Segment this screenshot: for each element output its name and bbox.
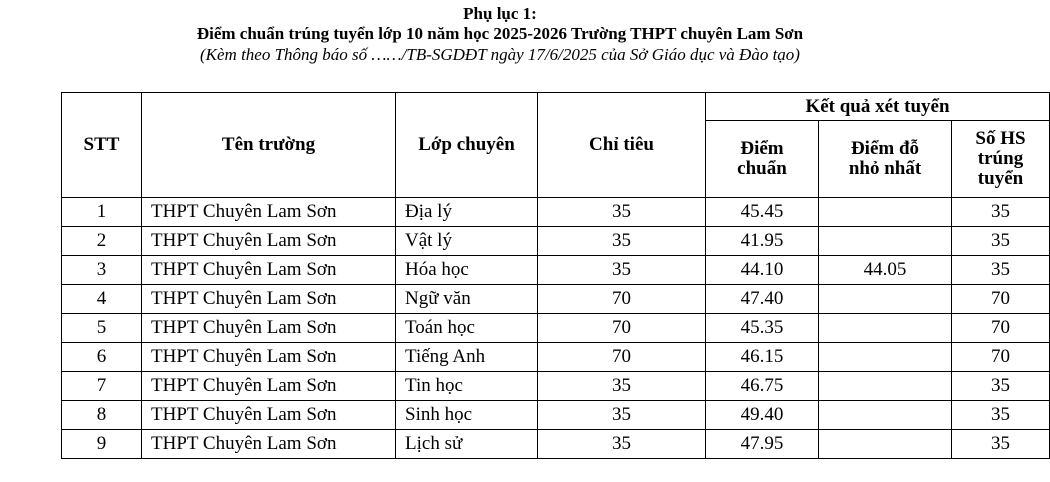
- cell-school: THPT Chuyên Lam Sơn: [142, 256, 396, 285]
- cell-school: THPT Chuyên Lam Sơn: [142, 285, 396, 314]
- cell-cutoff: 47.95: [706, 430, 819, 459]
- cell-school: THPT Chuyên Lam Sơn: [142, 227, 396, 256]
- cell-cutoff: 45.35: [706, 314, 819, 343]
- cell-cutoff: 47.40: [706, 285, 819, 314]
- cell-school: THPT Chuyên Lam Sơn: [142, 314, 396, 343]
- cell-admitted: 70: [952, 343, 1050, 372]
- cell-school: THPT Chuyên Lam Sơn: [142, 343, 396, 372]
- cell-min-score: [819, 430, 952, 459]
- header-stt: STT: [62, 93, 142, 198]
- cell-class: Lịch sử: [396, 430, 538, 459]
- cell-school: THPT Chuyên Lam Sơn: [142, 430, 396, 459]
- cell-admitted: 35: [952, 401, 1050, 430]
- cell-admitted: 35: [952, 430, 1050, 459]
- cell-stt: 5: [62, 314, 142, 343]
- cell-stt: 3: [62, 256, 142, 285]
- cell-quota: 70: [538, 285, 706, 314]
- cell-class: Tin học: [396, 372, 538, 401]
- cell-admitted: 35: [952, 256, 1050, 285]
- cell-quota: 35: [538, 256, 706, 285]
- table-row: [62, 227, 1050, 256]
- cell-class: Vật lý: [396, 227, 538, 256]
- cell-school: THPT Chuyên Lam Sơn: [142, 401, 396, 430]
- cell-min-score: 44.05: [819, 256, 952, 285]
- cell-min-score: [819, 401, 952, 430]
- cell-quota: 70: [538, 343, 706, 372]
- header-min-line-2: nhỏ nhất: [848, 158, 922, 179]
- document-subtitle: (Kèm theo Thông báo số ……/TB-SGDĐT ngày 17/6/2025 của Sở Giáo dục và Đào tạo): [200, 45, 800, 64]
- cell-admitted: 70: [952, 314, 1050, 343]
- table-row: [62, 198, 1050, 227]
- table-row: [62, 285, 1050, 314]
- cell-cutoff: 44.10: [706, 256, 819, 285]
- cell-school: THPT Chuyên Lam Sơn: [142, 372, 396, 401]
- cell-stt: 1: [62, 198, 142, 227]
- header-cutoff-score: [706, 121, 819, 198]
- header-admitted-line-3: tuyển: [977, 168, 1024, 189]
- cell-stt: 6: [62, 343, 142, 372]
- table-body: [62, 198, 1050, 459]
- table-row: [62, 314, 1050, 343]
- table-row: [62, 401, 1050, 430]
- cell-cutoff: 41.95: [706, 227, 819, 256]
- table-row: [62, 256, 1050, 285]
- cell-admitted: 35: [952, 198, 1050, 227]
- cell-min-score: [819, 314, 952, 343]
- cell-cutoff: 49.40: [706, 401, 819, 430]
- cell-min-score: [819, 198, 952, 227]
- document-title: Điểm chuẩn trúng tuyển lớp 10 năm học 2025-2026 Trường THPT chuyên Lam Sơn: [196, 24, 804, 43]
- cell-cutoff: 45.45: [706, 198, 819, 227]
- header-admitted-count: [952, 121, 1050, 198]
- table-row: [62, 343, 1050, 372]
- cell-quota: 35: [538, 372, 706, 401]
- cell-admitted: 35: [952, 227, 1050, 256]
- header-admitted-line-1: Số HS: [975, 128, 1026, 149]
- cell-min-score: [819, 227, 952, 256]
- appendix-label: Phụ lục 1:: [463, 4, 537, 23]
- cell-class: Tiếng Anh: [396, 343, 538, 372]
- header-cutoff-line-2: chuẩn: [737, 158, 787, 179]
- header-school-name: Tên trường: [142, 93, 396, 198]
- table-row: [62, 372, 1050, 401]
- header-admitted-line-2: trúng: [977, 148, 1024, 169]
- cell-class: Toán học: [396, 314, 538, 343]
- cell-quota: 35: [538, 198, 706, 227]
- cell-admitted: 35: [952, 372, 1050, 401]
- table-header: [62, 93, 1050, 198]
- cell-class: Ngữ văn: [396, 285, 538, 314]
- cell-admitted: 70: [952, 285, 1050, 314]
- header-min-line-1: Điểm đỗ: [850, 138, 920, 159]
- cell-min-score: [819, 343, 952, 372]
- cell-class: Sinh học: [396, 401, 538, 430]
- cell-stt: 8: [62, 401, 142, 430]
- cell-cutoff: 46.15: [706, 343, 819, 372]
- header-quota: Chỉ tiêu: [538, 93, 706, 198]
- admission-scores-table: [61, 92, 1050, 459]
- cell-stt: 7: [62, 372, 142, 401]
- cell-school: THPT Chuyên Lam Sơn: [142, 198, 396, 227]
- cell-class: Hóa học: [396, 256, 538, 285]
- cell-stt: 2: [62, 227, 142, 256]
- cell-quota: 35: [538, 430, 706, 459]
- cell-quota: 70: [538, 314, 706, 343]
- cell-min-score: [819, 285, 952, 314]
- header-specialized-class: Lớp chuyên: [396, 93, 538, 198]
- cell-min-score: [819, 372, 952, 401]
- header-min-passing-score: [819, 121, 952, 198]
- table-row: [62, 430, 1050, 459]
- cell-cutoff: 46.75: [706, 372, 819, 401]
- header-admission-results: Kết quả xét tuyển: [706, 93, 1050, 121]
- cell-stt: 9: [62, 430, 142, 459]
- header-cutoff-line-1: Điểm: [740, 138, 784, 159]
- cell-quota: 35: [538, 401, 706, 430]
- cell-stt: 4: [62, 285, 142, 314]
- cell-class: Địa lý: [396, 198, 538, 227]
- cell-quota: 35: [538, 227, 706, 256]
